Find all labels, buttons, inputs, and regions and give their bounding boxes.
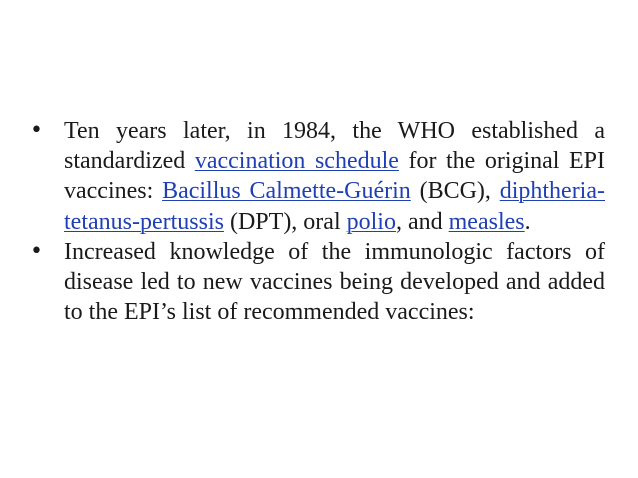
bullet-text-segment: (DPT), oral [223,208,347,235]
bullet-text-segment: . [524,208,531,235]
bullet-text-segment: , and [395,208,449,235]
link-bacillus-calmette-guerin[interactable]: Bacillus Calmette-Guérin [162,178,411,205]
bullet-text-segment: Increased knowledge of the immunologic factors of disease led to new vaccines being developed and added to the EPI’s list of recommended vaccines: [64,238,605,326]
link-measles[interactable]: measles [448,208,525,235]
bullet-text-segment: (BCG), [410,178,500,205]
bullet-item-2 [30,237,605,328]
bullet-text-segment: for the original EPI vaccines: [64,148,605,205]
bullet-marker: • [30,118,43,143]
link-diphtheria-tetanus-pertussis[interactable]: diphtheria-tetanus-pertussis [64,178,605,235]
bullet-marker: • [30,238,43,264]
bullet-list [30,116,605,327]
bullet-text-segment: Ten years later, in 1984, the WHO established a standardized [64,118,605,175]
link-vaccination-schedule[interactable]: vaccination schedule [194,148,399,175]
bullet-item-1 [30,116,605,237]
link-polio[interactable]: polio [346,208,396,235]
